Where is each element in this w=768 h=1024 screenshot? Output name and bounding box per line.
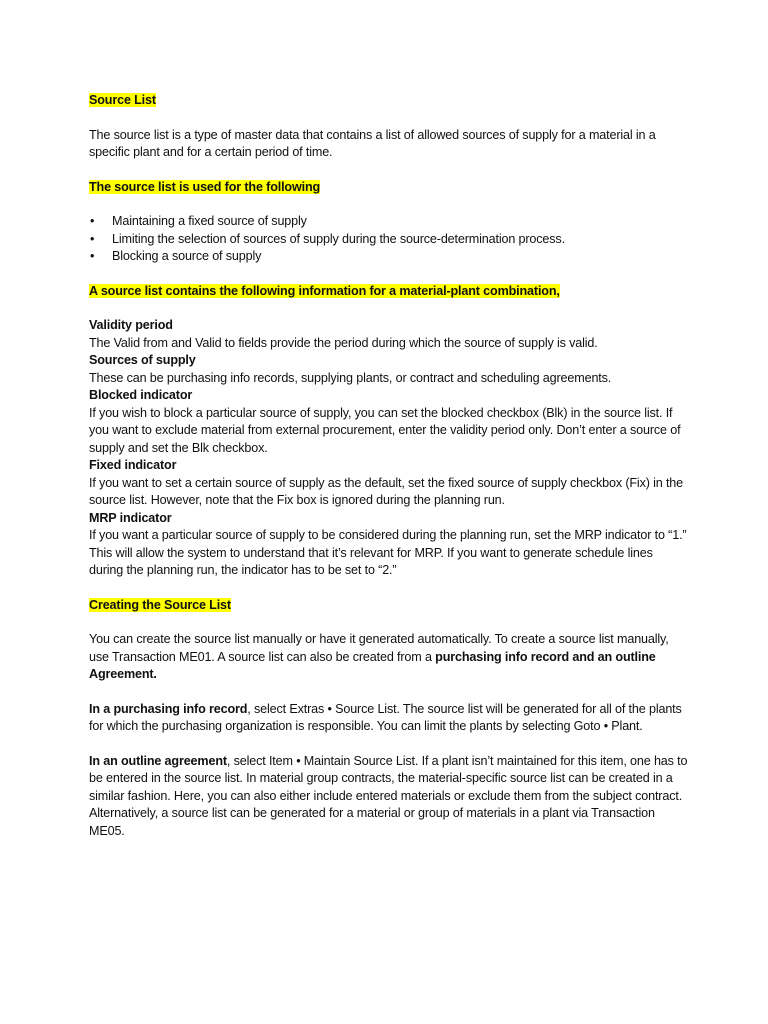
uses-heading: The source list is used for the following bbox=[89, 179, 321, 194]
definition-text: If you want to set a certain source of supply as the default, set the fixed source of supply checkbox (Fix) in the source list. However, note that the Fix box is ignored during the planning run. bbox=[89, 475, 684, 507]
creating-p2-bold: In a purchasing info record bbox=[89, 701, 248, 716]
creating-heading: Creating the Source List bbox=[89, 597, 231, 612]
definition-text: The Valid from and Valid to fields provide the period during which the source of supply is valid. bbox=[89, 335, 598, 350]
creating-p1-bold: purchasing info record and an outline Agreement. bbox=[89, 649, 656, 681]
list-item bbox=[89, 248, 689, 266]
bullet-icon: • bbox=[90, 249, 95, 263]
list-item bbox=[89, 231, 689, 249]
uses-list bbox=[89, 213, 689, 266]
document-page bbox=[89, 92, 689, 840]
definition-text: If you want a particular source of supply to be considered during the planning run, set the MRP indicator to “1.” This will allow the system to understand that it’s relevant for MRP. If you want to generate schedule lines during the planning run, the indicator has to be set to “2.” bbox=[89, 528, 687, 577]
bullet-icon: • bbox=[90, 214, 95, 228]
info-heading-line bbox=[89, 283, 689, 301]
list-item-text: Maintaining a fixed source of supply bbox=[112, 214, 307, 228]
definition-term: Blocked indicator bbox=[89, 388, 193, 402]
list-item bbox=[89, 213, 689, 231]
definition-text: If you wish to block a particular source of supply, you can set the blocked checkbox (Blk) in the source list. If you want to exclude material from external procurement, enter the validity period only. Don’t enter a source of supply and set the Blk checkbox. bbox=[89, 405, 681, 455]
uses-heading-line bbox=[89, 179, 689, 197]
intro-paragraph: The source list is a type of master data that contains a list of allowed sources of supply for a material in a specific plant and for a certain period of time. bbox=[89, 127, 656, 159]
creating-paragraph-3 bbox=[89, 753, 689, 841]
creating-p3-text: , select Item • Maintain Source List. If a plant isn’t maintained for this item, one has to be entered in the source list. In material group contracts, the material-specific source list can be created in a similar fashion. Here, you can also either include entered materials or exclude them from the subject contract. Alternatively, a source list can be generated for a material or group of materials in a plant via Transaction ME05. bbox=[89, 753, 688, 838]
list-item-text: Blocking a source of supply bbox=[112, 249, 262, 263]
section-title-source-list bbox=[89, 92, 689, 110]
creating-paragraph-2 bbox=[89, 701, 689, 736]
definition-term: Validity period bbox=[89, 318, 173, 332]
definition-list bbox=[89, 317, 689, 580]
definition-term: Fixed indicator bbox=[89, 458, 177, 472]
creating-p1-text: You can create the source list manually or have it generated automatically. To create a source list manually, use Transaction ME01. A source list can also be created from a bbox=[89, 632, 669, 664]
definition-term: MRP indicator bbox=[89, 510, 172, 525]
definition-term: Sources of supply bbox=[89, 353, 196, 367]
source-list-title: Source List bbox=[89, 93, 156, 107]
creating-paragraph-1 bbox=[89, 631, 689, 684]
info-heading: A source list contains the following information for a material-plant combination, bbox=[89, 283, 560, 298]
definition-text: These can be purchasing info records, supplying plants, or contract and scheduling agreements. bbox=[89, 370, 612, 385]
creating-p2-text: , select Extras • Source List. The source list will be generated for all of the plants for which the purchasing organization is responsible. You can limit the plants by selecting Goto • Plant. bbox=[89, 701, 682, 733]
creating-heading-line bbox=[89, 597, 689, 615]
creating-p3-bold: In an outline agreement bbox=[89, 753, 227, 768]
list-item-text: Limiting the selection of sources of supply during the source-determination process. bbox=[112, 231, 565, 246]
bullet-icon: • bbox=[90, 231, 95, 246]
